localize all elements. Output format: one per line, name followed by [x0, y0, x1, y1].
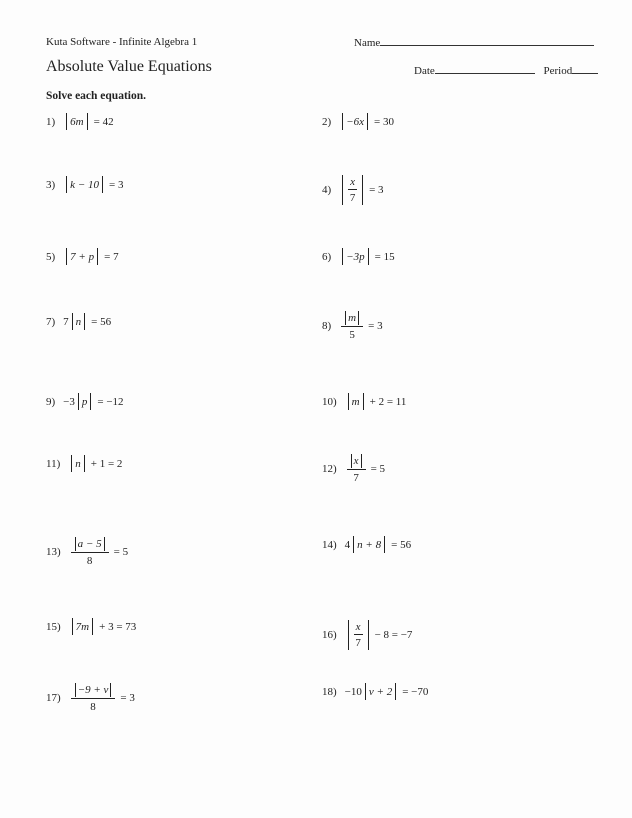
problem-number: 10): [322, 395, 337, 408]
name-blank[interactable]: [380, 36, 594, 46]
rhs: + 2 = 11: [369, 395, 407, 408]
abs-inner: 7m: [75, 620, 90, 633]
problem-5: [46, 248, 122, 265]
problem-number: 6): [322, 250, 332, 263]
abs-inner: m: [351, 395, 360, 408]
abs-inner: 7 + p: [70, 250, 95, 263]
problem-8: [322, 311, 386, 341]
publisher-label: Kuta Software - Infinite Algebra 1: [46, 36, 198, 48]
problem-number: 18): [322, 685, 337, 698]
name-label: Name: [354, 37, 381, 49]
problem-number: 17): [46, 692, 61, 704]
problem-18: [322, 683, 431, 700]
problem-10: [322, 393, 409, 410]
fraction-denominator: 7: [353, 472, 359, 484]
rhs: = 3: [108, 178, 124, 191]
problem-7: [46, 313, 114, 330]
problem-2: [322, 113, 397, 130]
date-label: Date: [414, 65, 435, 77]
problem-17: [46, 683, 138, 713]
coefficient: −10: [344, 685, 362, 698]
instructions: Solve each equation.: [46, 90, 146, 102]
abs-inner: −6x: [346, 115, 364, 128]
rhs: = 56: [391, 538, 412, 551]
rhs: = −70: [402, 685, 429, 698]
problem-3: [46, 176, 126, 193]
fraction-denominator: 8: [90, 701, 96, 713]
problem-number: 3): [46, 178, 56, 191]
fraction-numerator: x: [350, 176, 356, 188]
abs-inner: v + 2: [368, 685, 393, 698]
coefficient: 7: [63, 315, 69, 328]
problem-12: [322, 454, 388, 484]
name-field[interactable]: [354, 36, 594, 49]
problem-number: 7): [46, 315, 56, 328]
problem-number: 11): [46, 457, 61, 470]
rhs: = −12: [97, 395, 124, 408]
rhs: = 3: [369, 184, 384, 196]
problem-11: [46, 455, 125, 472]
abs-inner: k − 10: [70, 178, 99, 191]
problem-number: 16): [322, 629, 337, 641]
problem-number: 9): [46, 395, 56, 408]
coefficient: 4: [344, 538, 351, 551]
problem-9: [46, 393, 127, 410]
rhs: = 15: [374, 250, 395, 263]
abs-inner: 6m: [70, 115, 84, 128]
abs-inner: a − 5: [77, 538, 102, 550]
abs-inner: p: [81, 395, 88, 408]
fraction-numerator: x: [355, 621, 361, 633]
problem-15: [46, 618, 139, 635]
problem-number: 2): [322, 115, 332, 128]
abs-inner: −3p: [346, 250, 365, 263]
problem-number: 13): [46, 546, 61, 558]
coefficient: −3: [63, 395, 75, 408]
abs-inner: n: [75, 457, 81, 470]
page-title: Absolute Value Equations: [46, 58, 212, 75]
date-period-fields[interactable]: [414, 64, 598, 77]
abs-inner: −9 + v: [77, 684, 109, 696]
rhs: + 3 = 73: [99, 620, 137, 633]
rhs: = 7: [104, 250, 119, 263]
fraction-denominator: 5: [349, 329, 355, 341]
rhs: = 56: [91, 315, 112, 328]
problem-13: [46, 537, 131, 567]
problem-number: 4): [322, 184, 332, 196]
rhs: = 42: [93, 115, 114, 128]
fraction-denominator: 7: [355, 637, 361, 649]
problem-number: 15): [46, 620, 61, 633]
rhs: = 3: [120, 692, 135, 704]
abs-inner: m: [348, 312, 357, 324]
fraction-denominator: 8: [86, 555, 93, 567]
abs-inner: n + 8: [357, 538, 382, 551]
problem-number: 1): [46, 115, 56, 128]
problem-4: [322, 175, 387, 205]
rhs: = 5: [370, 463, 386, 475]
fraction-denominator: 7: [349, 192, 356, 204]
period-label: Period: [543, 65, 573, 77]
date-blank[interactable]: [435, 64, 535, 74]
rhs: + 1 = 2: [90, 457, 123, 470]
problem-6: [322, 248, 398, 265]
problem-14: [322, 536, 414, 553]
problem-number: 12): [322, 463, 337, 475]
rhs: − 8 = −7: [374, 629, 413, 641]
rhs: = 30: [373, 115, 394, 128]
problem-1: [46, 113, 117, 130]
rhs: = 5: [113, 546, 129, 558]
abs-inner: x: [353, 455, 359, 467]
period-blank[interactable]: [572, 64, 598, 74]
problem-number: 14): [322, 538, 337, 551]
problem-16: [322, 620, 415, 650]
rhs: = 3: [368, 320, 383, 332]
problem-number: 5): [46, 250, 56, 263]
problem-number: 8): [322, 320, 332, 332]
abs-inner: n: [75, 315, 82, 328]
